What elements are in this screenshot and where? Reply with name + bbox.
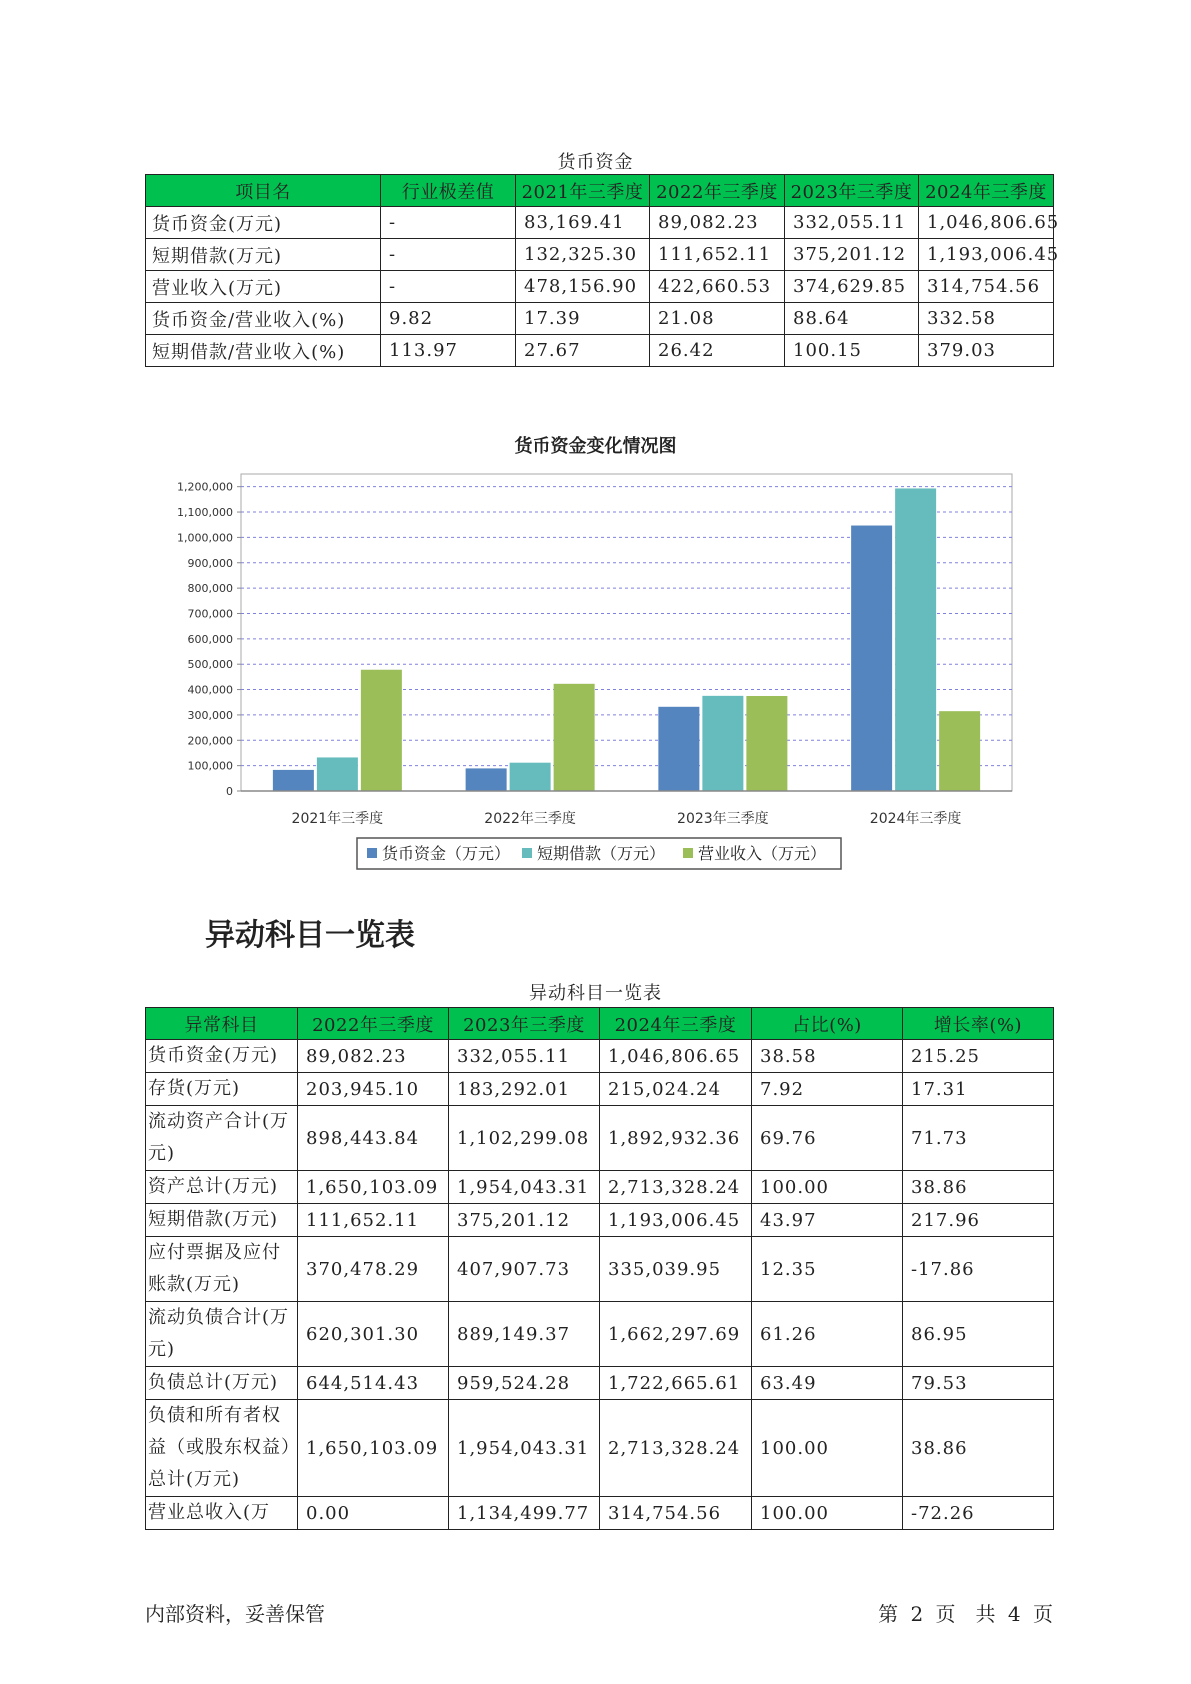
- table2-caption: 异动科目一览表: [529, 983, 662, 1004]
- table-cell: 644,514.43: [298, 1367, 449, 1400]
- table-cell: 959,524.28: [449, 1367, 600, 1400]
- x-tick-label: 2022年三季度: [484, 811, 576, 827]
- table-cell: 12.35: [752, 1237, 903, 1302]
- bar: [851, 526, 892, 791]
- table-cell: 183,292.01: [449, 1073, 600, 1106]
- table-cell: 314,754.56: [600, 1497, 752, 1530]
- table-cell: 71.73: [903, 1106, 1054, 1171]
- table-cell: 422,660.53: [650, 271, 785, 303]
- x-tick-label: 2021年三季度: [291, 811, 384, 827]
- table-cell: 111,652.11: [650, 239, 785, 271]
- row-label: 流动资产合计(万元): [146, 1106, 298, 1171]
- header-cell: 2023年三季度: [785, 175, 919, 207]
- table-row: [146, 1497, 1054, 1530]
- table-cell: -72.26: [903, 1497, 1054, 1530]
- table-cell: -: [381, 207, 516, 239]
- anomaly-table: [145, 1007, 1054, 1530]
- header-cell: 占比(%): [752, 1008, 903, 1040]
- header-cell: 2022年三季度: [298, 1008, 449, 1040]
- table-cell: 1,102,299.08: [449, 1106, 600, 1171]
- header-cell: 项目名: [146, 175, 381, 207]
- bar: [658, 707, 699, 791]
- footer-page-number: 第 2 页 共 4 页: [878, 1602, 1053, 1626]
- table-cell: 0.00: [298, 1497, 449, 1530]
- table-cell: 69.76: [752, 1106, 903, 1171]
- table-cell: 61.26: [752, 1302, 903, 1367]
- y-tick-label: 600,000: [187, 632, 233, 646]
- bar: [510, 763, 551, 791]
- y-tick-label: 100,000: [187, 759, 233, 773]
- legend-label: 短期借款（万元）: [537, 844, 666, 863]
- row-label: 应付票据及应付账款(万元): [146, 1237, 298, 1302]
- y-tick-label: 700,000: [187, 607, 233, 621]
- table-row: [146, 1302, 1054, 1367]
- table-cell: 889,149.37: [449, 1302, 600, 1367]
- table-cell: 1,193,006.45: [919, 239, 1054, 271]
- table-cell: 88.64: [785, 303, 919, 335]
- chart-title: 货币资金变化情况图: [514, 436, 677, 457]
- table-cell: 89,082.23: [650, 207, 785, 239]
- table-cell: 83,169.41: [516, 207, 650, 239]
- row-label: 营业总收入(万: [146, 1497, 298, 1530]
- bar: [273, 770, 314, 791]
- table-cell: 1,722,665.61: [600, 1367, 752, 1400]
- table1-caption: 货币资金: [557, 152, 634, 173]
- row-label: 流动负债合计(万元): [146, 1302, 298, 1367]
- table-cell: 100.00: [752, 1497, 903, 1530]
- header-cell: 2022年三季度: [650, 175, 785, 207]
- table-row: [146, 1106, 1054, 1171]
- table-cell: 7.92: [752, 1073, 903, 1106]
- footer-confidential: 内部资料，妥善保管: [145, 1602, 325, 1626]
- table-cell: 79.53: [903, 1367, 1054, 1400]
- legend-swatch: [522, 848, 532, 858]
- y-tick-label: 900,000: [187, 556, 233, 570]
- legend-swatch: [683, 848, 693, 858]
- table-cell: 1,650,103.09: [298, 1171, 449, 1204]
- table-cell: 2,713,328.24: [600, 1400, 752, 1497]
- bar: [702, 696, 743, 791]
- table-cell: 17.39: [516, 303, 650, 335]
- header-cell: 异常科目: [146, 1008, 298, 1040]
- table-cell: 1,954,043.31: [449, 1400, 600, 1497]
- row-label: 短期借款(万元): [146, 1204, 298, 1237]
- table-cell: 407,907.73: [449, 1237, 600, 1302]
- row-label: 短期借款/营业收入(%): [146, 335, 381, 367]
- table-cell: 375,201.12: [785, 239, 919, 271]
- table-cell: 332,055.11: [785, 207, 919, 239]
- legend-label: 营业收入（万元）: [698, 844, 827, 863]
- table-row: [146, 1073, 1054, 1106]
- table-cell: 27.67: [516, 335, 650, 367]
- table-cell: -17.86: [903, 1237, 1054, 1302]
- table-cell: 370,478.29: [298, 1237, 449, 1302]
- y-tick-label: 1,200,000: [177, 480, 233, 494]
- table-header-row: [146, 1008, 1054, 1040]
- table-cell: 620,301.30: [298, 1302, 449, 1367]
- table-cell: 1,662,297.69: [600, 1302, 752, 1367]
- table-cell: 21.08: [650, 303, 785, 335]
- header-cell: 行业极差值: [381, 175, 516, 207]
- header-cell: 增长率(%): [903, 1008, 1054, 1040]
- table-cell: 100.15: [785, 335, 919, 367]
- table-cell: 374,629.85: [785, 271, 919, 303]
- table-cell: 100.00: [752, 1171, 903, 1204]
- table-cell: 132,325.30: [516, 239, 650, 271]
- row-label: 短期借款(万元): [146, 239, 381, 271]
- table-cell: 17.31: [903, 1073, 1054, 1106]
- table-cell: 38.58: [752, 1040, 903, 1073]
- table-cell: 113.97: [381, 335, 516, 367]
- header-cell: 2024年三季度: [919, 175, 1054, 207]
- row-label: 负债总计(万元): [146, 1367, 298, 1400]
- section-heading: 异动科目一览表: [205, 918, 415, 953]
- header-cell: 2024年三季度: [600, 1008, 752, 1040]
- bar: [746, 696, 787, 791]
- table-cell: 9.82: [381, 303, 516, 335]
- table-cell: 332.58: [919, 303, 1054, 335]
- table-cell: 86.95: [903, 1302, 1054, 1367]
- table-cell: -: [381, 239, 516, 271]
- table-cell: 111,652.11: [298, 1204, 449, 1237]
- table-cell: 63.49: [752, 1367, 903, 1400]
- y-tick-label: 1,000,000: [177, 531, 233, 545]
- table-cell: 1,954,043.31: [449, 1171, 600, 1204]
- table-cell: 217.96: [903, 1204, 1054, 1237]
- bar: [895, 488, 936, 791]
- y-tick-label: 1,100,000: [177, 506, 233, 520]
- row-label: 存货(万元): [146, 1073, 298, 1106]
- table-cell: 1,193,006.45: [600, 1204, 752, 1237]
- x-tick-label: 2024年三季度: [869, 811, 962, 827]
- table-cell: 1,134,499.77: [449, 1497, 600, 1530]
- header-cell: 2023年三季度: [449, 1008, 600, 1040]
- y-tick-label: 200,000: [187, 734, 233, 748]
- table-cell: -: [381, 271, 516, 303]
- table-cell: 203,945.10: [298, 1073, 449, 1106]
- y-tick-label: 300,000: [187, 708, 233, 722]
- table-row: [146, 1367, 1054, 1400]
- table-cell: 1,046,806.65: [919, 207, 1054, 239]
- row-label: 货币资金(万元): [146, 207, 381, 239]
- x-tick-label: 2023年三季度: [677, 811, 769, 827]
- table-cell: 38.86: [903, 1171, 1054, 1204]
- row-label: 营业收入(万元): [146, 271, 381, 303]
- table-row: [146, 1237, 1054, 1302]
- table-cell: 335,039.95: [600, 1237, 752, 1302]
- bar: [939, 711, 980, 791]
- table-cell: 26.42: [650, 335, 785, 367]
- table-row: [146, 1171, 1054, 1204]
- table-cell: 898,443.84: [298, 1106, 449, 1171]
- table-cell: 100.00: [752, 1400, 903, 1497]
- table-cell: 478,156.90: [516, 271, 650, 303]
- table-cell: 375,201.12: [449, 1204, 600, 1237]
- table-cell: 2,713,328.24: [600, 1171, 752, 1204]
- table-cell: 379.03: [919, 335, 1054, 367]
- bar: [361, 670, 402, 791]
- row-label: 货币资金(万元): [146, 1040, 298, 1073]
- table-row: [146, 1400, 1054, 1497]
- legend-label: 货币资金（万元）: [382, 844, 511, 863]
- y-tick-label: 800,000: [187, 582, 233, 596]
- table-cell: 38.86: [903, 1400, 1054, 1497]
- row-label: 负债和所有者权益（或股东权益）总计(万元): [146, 1400, 298, 1497]
- y-tick-label: 0: [226, 785, 233, 798]
- bar: [317, 757, 358, 791]
- header-cell: 2021年三季度: [516, 175, 650, 207]
- y-tick-label: 500,000: [187, 658, 233, 672]
- table-row: [146, 1204, 1054, 1237]
- table-cell: 314,754.56: [919, 271, 1054, 303]
- table-cell: 1,892,932.36: [600, 1106, 752, 1171]
- table-cell: 43.97: [752, 1204, 903, 1237]
- legend-swatch: [367, 848, 377, 858]
- table-cell: 1,650,103.09: [298, 1400, 449, 1497]
- table-cell: 215.25: [903, 1040, 1054, 1073]
- table-cell: 89,082.23: [298, 1040, 449, 1073]
- row-label: 货币资金/营业收入(%): [146, 303, 381, 335]
- table-cell: 332,055.11: [449, 1040, 600, 1073]
- y-tick-label: 400,000: [187, 683, 233, 697]
- row-label: 资产总计(万元): [146, 1171, 298, 1204]
- bar: [554, 684, 595, 791]
- table-cell: 1,046,806.65: [600, 1040, 752, 1073]
- table-cell: 215,024.24: [600, 1073, 752, 1106]
- table-row: [146, 1040, 1054, 1073]
- bar: [466, 768, 507, 791]
